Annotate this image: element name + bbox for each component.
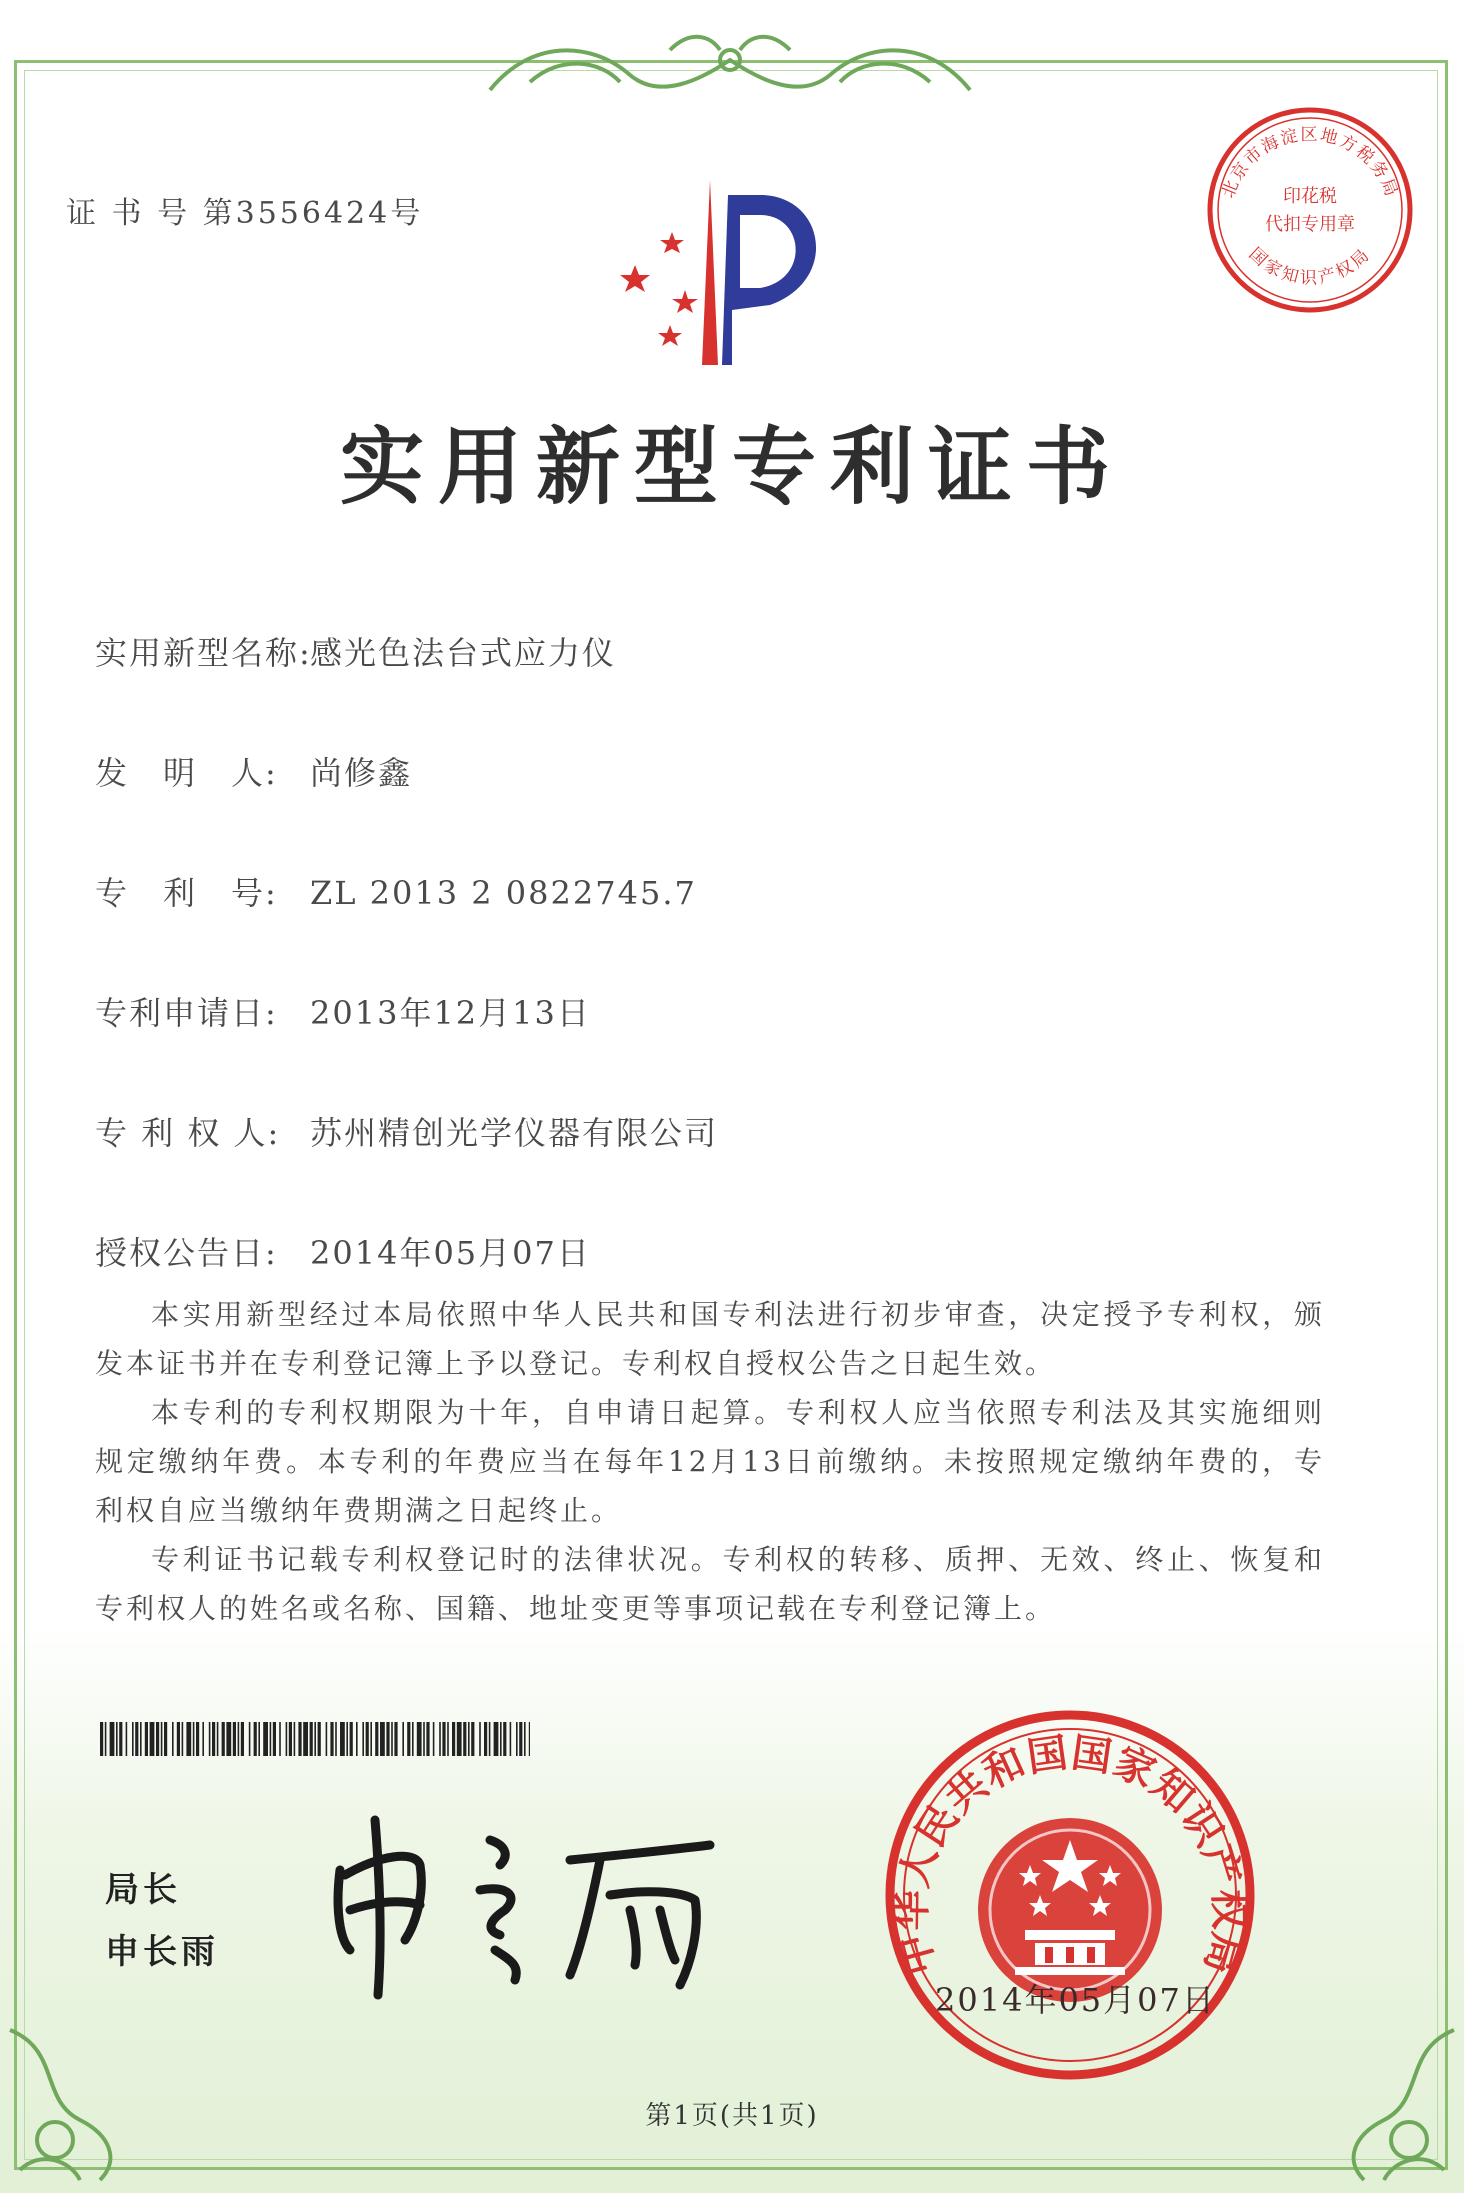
barcode-bar xyxy=(258,1722,260,1756)
barcode-bar xyxy=(161,1722,163,1756)
tax-stamp-line-3: 代扣专用章 xyxy=(1265,214,1355,235)
barcode-bar xyxy=(126,1722,128,1756)
barcode-bar xyxy=(100,1722,103,1756)
tax-stamp-bottom-text: 国家知识产权局 xyxy=(1244,244,1376,289)
barcode-bar xyxy=(249,1722,251,1756)
barcode-bar xyxy=(135,1722,138,1756)
barcode-bar xyxy=(471,1722,474,1756)
barcode-bar xyxy=(233,1722,236,1756)
barcode-bar xyxy=(298,1722,301,1756)
barcode-bar xyxy=(289,1722,292,1756)
field-label: 实用新型名称: xyxy=(95,634,312,672)
barcode-bar xyxy=(294,1722,296,1756)
barcode-bar xyxy=(310,1722,313,1756)
field-grant-date xyxy=(95,1228,591,1274)
barcode-bar xyxy=(439,1722,441,1756)
director-signature xyxy=(320,1800,750,2000)
barcode-bar xyxy=(426,1722,429,1756)
barcode-bar xyxy=(380,1722,385,1756)
barcode-bar xyxy=(463,1722,466,1756)
barcode-bar xyxy=(196,1722,199,1756)
barcode-bar xyxy=(391,1722,393,1756)
body-paragraph-3: 专利证书记载专利权登记时的法律状况。专利权的转移、质押、无效、终止、恢复和专利权人的姓名或名称、国籍、地址变更等事项记载在专利登记簿上。 xyxy=(95,1543,1325,1625)
barcode-bar xyxy=(516,1722,518,1756)
barcode-bar xyxy=(209,1722,211,1756)
field-value: ZL 2013 2 0822745.7 xyxy=(310,874,697,912)
barcode-bar xyxy=(412,1722,414,1756)
barcode-bar xyxy=(105,1722,107,1756)
barcode-bar xyxy=(217,1722,219,1756)
barcode-bar xyxy=(524,1722,526,1756)
barcode-bar xyxy=(394,1722,397,1756)
field-label: 专 利 权 人: xyxy=(95,1114,281,1152)
barcode-bar xyxy=(326,1722,328,1756)
barcode-bar xyxy=(457,1722,462,1756)
barcode-bar xyxy=(356,1722,358,1756)
barcode-bar xyxy=(119,1722,122,1756)
barcode-bar xyxy=(182,1722,184,1756)
barcode-bar xyxy=(503,1722,506,1756)
tax-stamp-top-text: 北京市海淀区地方税务局 xyxy=(1218,125,1402,201)
body-paragraph-1: 本实用新型经过本局依照中华人民共和国专利法进行初步审查，决定授予专利权，颁发本证书并在专利登记簿上予以登记。专利权自授权公告之日起生效。 xyxy=(95,1298,1325,1380)
barcode-bar xyxy=(318,1722,321,1756)
seal-date: 2014年05月07日 xyxy=(935,1981,1216,2019)
field-label: 发 明 人: xyxy=(95,754,278,792)
barcode-bar xyxy=(273,1722,276,1756)
tax-stamp xyxy=(1200,100,1420,320)
barcode-bar xyxy=(172,1722,174,1756)
barcode-bar xyxy=(286,1722,288,1756)
barcode-bar xyxy=(362,1722,364,1756)
body-paragraph-2: 本专利的专利权期限为十年，自申请日起算。专利权人应当依照专利法及其实施细则规定缴纳年费。本专利的年费应当在每年12月13日前缴纳。未按照规定缴纳年费的，专利权自应当缴纳年费期满之日起终止。 xyxy=(95,1396,1325,1527)
barcode-bar xyxy=(452,1722,455,1756)
field-utility-model-name xyxy=(95,628,616,674)
barcode-bar xyxy=(330,1722,333,1756)
barcode-bar xyxy=(222,1722,225,1756)
barcode-bar xyxy=(484,1722,487,1756)
barcode-bar xyxy=(370,1722,372,1756)
director-title: 局长 xyxy=(105,1870,181,1910)
field-value: 2014年05月07日 xyxy=(310,1234,591,1272)
barcode-bar xyxy=(340,1722,345,1756)
barcode-bar xyxy=(468,1722,470,1756)
barcode-bar xyxy=(335,1722,337,1756)
field-value: 尚修鑫 xyxy=(310,754,413,792)
tax-stamp-line-2: 印花税 xyxy=(1283,186,1337,207)
barcode-bar xyxy=(423,1722,425,1756)
field-patent-number xyxy=(95,868,697,914)
barcode-bar xyxy=(519,1722,522,1756)
barcode-bar xyxy=(442,1722,445,1756)
barcode-bar xyxy=(177,1722,180,1756)
director-name: 申长雨 xyxy=(105,1932,219,1972)
barcode-bar xyxy=(186,1722,191,1756)
barcode-bar xyxy=(375,1722,378,1756)
barcode-bar xyxy=(433,1722,435,1756)
barcode-bar xyxy=(140,1722,142,1756)
barcode-bar xyxy=(212,1722,215,1756)
field-value: 苏州精创光学仪器有限公司 xyxy=(310,1114,719,1152)
barcode-bar xyxy=(145,1722,148,1756)
barcode-bar xyxy=(494,1722,499,1756)
barcode-bar xyxy=(238,1722,240,1756)
barcode-bar xyxy=(110,1722,115,1756)
page-indicator: 第1页(共1页) xyxy=(645,2101,819,2131)
field-application-date xyxy=(95,988,591,1034)
field-label: 专 利 号: xyxy=(95,874,278,912)
field-label: 授权公告日: xyxy=(95,1234,278,1272)
sipo-logo-icon xyxy=(610,170,870,370)
barcode-bar xyxy=(164,1722,167,1756)
barcode-bar xyxy=(529,1722,530,1756)
barcode-bar xyxy=(150,1722,155,1756)
barcode-bar xyxy=(263,1722,268,1756)
barcode-bar xyxy=(510,1722,512,1756)
barcode-bar xyxy=(489,1722,491,1756)
barcode-bar xyxy=(132,1722,134,1756)
barcode-bar xyxy=(386,1722,389,1756)
barcode-bar xyxy=(402,1722,404,1756)
seal-arc-text: 中华人民共和国国家知识产权局 xyxy=(888,1729,1252,1980)
barcode-bar xyxy=(270,1722,272,1756)
top-ornament xyxy=(470,20,990,110)
barcode-bar xyxy=(366,1722,369,1756)
barcode-bar xyxy=(417,1722,422,1756)
certificate-number: 证 书 号 第3556424号 xyxy=(66,196,424,231)
barcode xyxy=(100,1722,530,1756)
barcode-bar xyxy=(226,1722,231,1756)
barcode-bar xyxy=(346,1722,348,1756)
field-label: 专利申请日: xyxy=(95,994,278,1032)
field-patentee xyxy=(95,1108,718,1154)
barcode-bar xyxy=(314,1722,316,1756)
barcode-bar xyxy=(303,1722,308,1756)
barcode-bar xyxy=(193,1722,195,1756)
field-value: 2013年12月13日 xyxy=(310,994,591,1032)
field-inventor xyxy=(95,748,412,794)
certificate-title: 实用新型专利证书 xyxy=(339,417,1124,516)
barcode-bar xyxy=(156,1722,159,1756)
certificate-body xyxy=(95,1290,1325,1633)
barcode-bar xyxy=(254,1722,257,1756)
official-seal xyxy=(880,1705,1260,2085)
barcode-bar xyxy=(116,1722,118,1756)
field-value: 感光色法台式应力仪 xyxy=(310,634,617,672)
barcode-bar xyxy=(279,1722,281,1756)
barcode-bar xyxy=(500,1722,502,1756)
svg-text:国家知识产权局 xyxy=(1245,244,1376,288)
barcode-bar xyxy=(350,1722,353,1756)
barcode-bar xyxy=(407,1722,410,1756)
barcode-bar xyxy=(202,1722,204,1756)
barcode-bar xyxy=(479,1722,481,1756)
barcode-bar xyxy=(241,1722,244,1756)
barcode-bar xyxy=(447,1722,449,1756)
